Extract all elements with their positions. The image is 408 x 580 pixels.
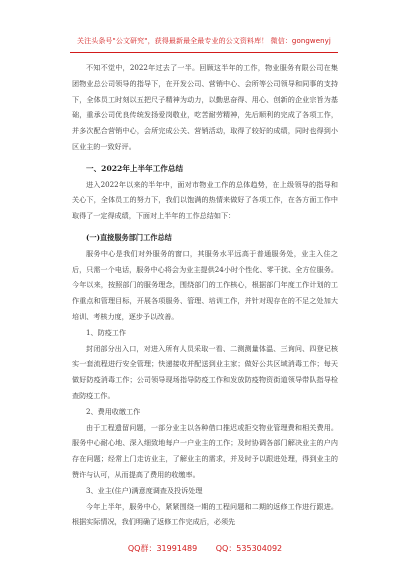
subsection-heading: (一)直接服务部门工作总结 [86, 232, 172, 242]
header-divider [70, 52, 338, 53]
satisfaction-paragraph: 今年上半年，服务中心，紧紧围绕一期的工程问题和二期的返修工作进行跟进。根据实际情况，我们明确了返修工作完成后，必须先 [72, 501, 338, 527]
document-body [72, 60, 338, 530]
footer-qq-group: QQ群：31991489 [127, 544, 198, 553]
item-heading-epidemic: 1、防疫工作 [86, 327, 126, 337]
item-heading-satisfaction: 3、业主(住户)满意度调查及投诉处理 [86, 485, 203, 495]
service-center-paragraph: 服务中心是我们对外服务的窗口，其服务水平远高于普通服务处，业主入住之后，只需一个电话，服务中心将会为业主提供24小时个性化、零干扰、全方位服务。今年以来，按照部门的服务理念，围绕部门的工作核心，根据部门年度工作计划的工作重点和管理目标，开展各项服务、管理、培训工作，并针对现存在的不足之处加大培训、考核力度，逐步予以改善。 [72, 248, 338, 321]
section-heading: 一、2022年上半年工作总结 [86, 163, 184, 173]
page-footer [72, 543, 338, 554]
epidemic-paragraph: 封闭部分出入口，对进入所有人员采取一看、二测测量体温、三询问、四登记核实一套流程进行安全管理；快递接收并配送到业主家；做好公共区域消毒工作；每天做好防疫消毒工作；公司领导现场指导防疫工作和发放防疫物资街道领导带队指导检查防疫工作。 [72, 343, 338, 400]
footer-qq: QQ：535304092 [215, 544, 283, 553]
fees-paragraph: 由于工程遗留问题，一部分业主以各种借口推迟或拒交物业管理费和相关费用。服务中心耐心地、深入细致地每户一户业主的工作；及时协调各部门解决业主的户内存在问题；经常上门走访业主，了解业主的需求，并及时予以跟进处理，得到业主的赞许与认可，从而提高了费用的收缴率。 [72, 422, 338, 479]
intro-paragraph: 不知不觉中，2022年过去了一半。回顾这半年的工作，物业服务有限公司在集团物业总公司领导的指导下，在开发公司、营销中心、会所等公司领导和同事的支持下，全体员工时刻以五把尺子精神为动力，以勤思奋得、用心、创新的企业宗旨为基础，重承公司优良传统发扬爱岗敬业，吃苦耐劳精神，先后顺利的完成了各项工作，并多次配合营销中心，会所完成公关、营销活动，取得了较好的成绩，同时也得到小区业主的一致好评。 [72, 63, 338, 151]
item-heading-fees: 2、费用收缴工作 [86, 406, 141, 416]
section-intro-paragraph: 进入2022年以来的半年中，面对市物业工作的总体趋势，在上级领导的指导和关心下，全体员工的努力下，我们以饱满的热情来做好了各项工作，在各方面工作中取得了一定得成绩，下面对上半年的工作总结如下： [72, 179, 338, 221]
page-header: 关注头条号"公文研究"，获得最新最全最专业的公文资料库！ 微信：gongwenyj [77, 37, 331, 45]
